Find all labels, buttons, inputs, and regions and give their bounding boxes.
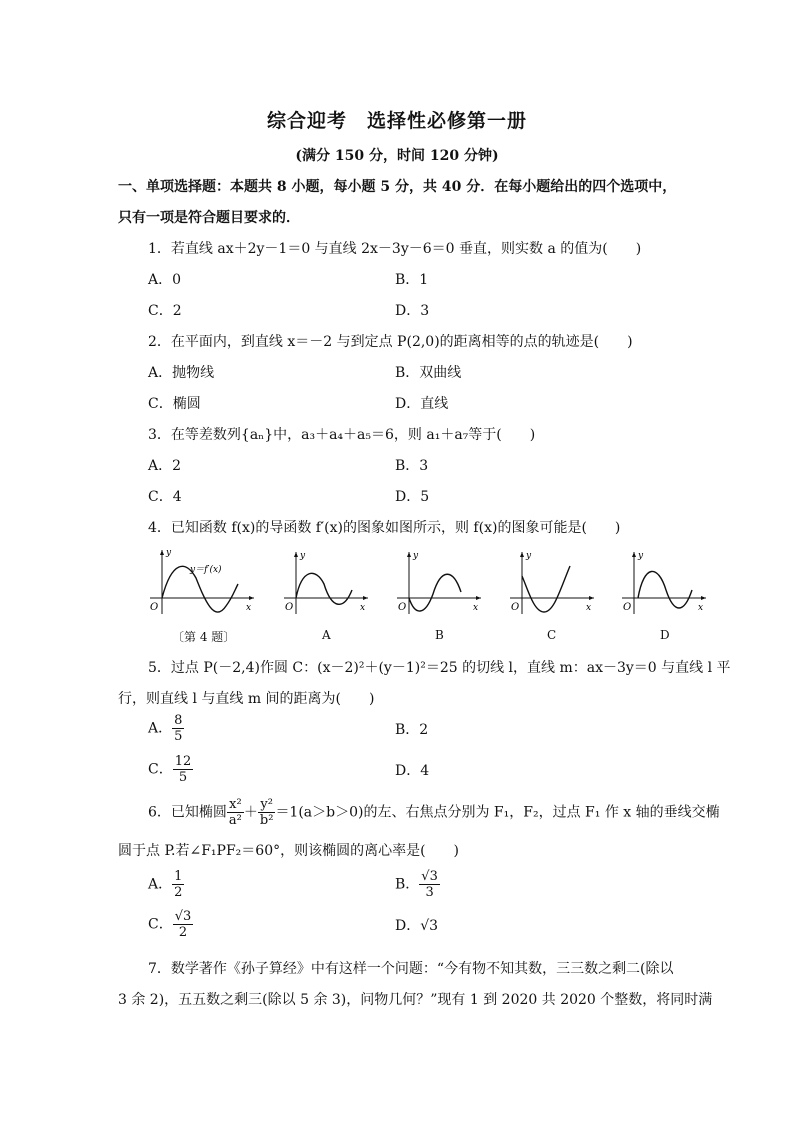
question-3-option-c: C．4 bbox=[148, 489, 182, 505]
option-c-label: C． bbox=[148, 916, 173, 933]
figure-a-origin: O bbox=[285, 602, 294, 613]
section-heading-line2: 只有一项是符合题目要求的． bbox=[118, 210, 300, 226]
q6-suffix: ＝1(a＞b＞0)的左、右焦点分别为 F₁，F₂，过点 F₁ 作 x 轴的垂线交椭 bbox=[275, 804, 720, 821]
figure-b-origin: O bbox=[398, 602, 407, 613]
numerator: 12 bbox=[174, 754, 192, 769]
question-1-option-c: C．2 bbox=[148, 303, 182, 319]
question-5-option-d: D．4 bbox=[395, 763, 430, 779]
section-heading-line1: 一、单项选择题：本题共 8 小题，每小题 5 分，共 40 分．在每小题给出的四个选项中， bbox=[118, 179, 677, 195]
question-5-option-a bbox=[148, 713, 184, 744]
question-4-text: 4．已知函数 f(x)的导函数 f′(x)的图象如图所示，则 f(x)的图象可能是( ) bbox=[148, 520, 621, 536]
denominator: 3 bbox=[425, 885, 434, 900]
page-subtitle: (满分 150 分，时间 120 分钟) bbox=[295, 148, 499, 164]
figure-a-y-label: y bbox=[300, 551, 306, 561]
question-5-line2: 行，则直线 l 与直线 m 间的距离为( ) bbox=[118, 691, 375, 707]
question-6-line2: 圆于点 P.若∠F₁PF₂＝60°，则该椭圆的离心率是( ) bbox=[118, 843, 460, 859]
figure-d-y-label: y bbox=[638, 551, 644, 561]
denominator: 2 bbox=[178, 925, 188, 940]
question-6-option-d: D．√3 bbox=[395, 918, 439, 934]
option-a-label: A． bbox=[148, 720, 173, 737]
question-2-option-c: C．椭圆 bbox=[148, 396, 201, 412]
figure-main-curve-label: y＝f′(x) bbox=[190, 565, 222, 575]
question-2-option-b: B．双曲线 bbox=[395, 365, 462, 381]
question-4-figure-b bbox=[395, 550, 485, 618]
numerator: 8 bbox=[174, 713, 183, 728]
numerator: x² bbox=[227, 797, 244, 813]
figure-c-x-label: x bbox=[586, 603, 592, 613]
plus-sign: ＋ bbox=[243, 804, 258, 821]
question-1-text: 1．若直线 ax＋2y－1＝0 与直线 2x－3y－6＝0 垂直，则实数 a 的值为( ) bbox=[148, 241, 642, 257]
question-1-option-d: D．3 bbox=[395, 303, 430, 319]
denominator: 5 bbox=[178, 770, 188, 785]
page-title: 综合迎考 选择性必修第一册 bbox=[266, 110, 527, 132]
question-5-option-c bbox=[148, 754, 193, 785]
denominator: 2 bbox=[174, 885, 183, 900]
numerator: √3 bbox=[421, 869, 438, 884]
question-6-option-c bbox=[148, 909, 193, 940]
question-6-line1 bbox=[148, 797, 720, 828]
figure-b-y-label: y bbox=[413, 551, 419, 561]
question-5-line1: 5．过点 P(－2,4)作圆 C：(x－2)²＋(y－1)²＝25 的切线 l，直线 m：ax－3y＝0 与直线 l 平 bbox=[148, 660, 731, 676]
denominator: 5 bbox=[174, 729, 183, 744]
figure-a-x-label: x bbox=[360, 603, 366, 613]
question-2-option-a: A．抛物线 bbox=[148, 365, 215, 381]
question-6-option-b bbox=[395, 869, 440, 900]
q6-prefix: 6．已知椭圆 bbox=[148, 804, 227, 821]
numerator: √3 bbox=[174, 909, 192, 924]
numerator: 1 bbox=[174, 869, 183, 884]
option-a-label: A． bbox=[148, 876, 173, 893]
fraction bbox=[172, 869, 184, 900]
fraction-y2-b2 bbox=[258, 797, 276, 828]
question-7-line2: 3 余 2)，五五数之剩三(除以 5 余 3)，问物几何？”现有 1 到 2020 共 2020 个整数，将同时满 bbox=[118, 992, 713, 1008]
question-3-text: 3．在等差数列{aₙ}中，a₃＋a₄＋a₅＝6，则 a₁＋a₇等于( ) bbox=[148, 427, 536, 443]
question-4-figure-a bbox=[282, 550, 372, 618]
fraction bbox=[173, 754, 194, 785]
question-3-option-b: B．3 bbox=[395, 458, 429, 474]
figure-d-origin: O bbox=[623, 602, 632, 613]
question-4-figure-d bbox=[620, 550, 710, 618]
denominator: a² bbox=[228, 813, 242, 828]
question-1-option-b: B．1 bbox=[395, 272, 429, 288]
question-7-line1: 7．数学著作《孙子算经》中有这样一个问题：“今有物不知其数，三三数之剩二(除以 bbox=[148, 961, 674, 977]
figure-caption-a: A bbox=[322, 628, 331, 642]
question-5-option-b: B．2 bbox=[395, 722, 429, 738]
figure-main-origin: O bbox=[150, 602, 159, 613]
question-1-option-a: A．0 bbox=[148, 272, 182, 288]
question-3-option-d: D．5 bbox=[395, 489, 430, 505]
fraction-x2-a2 bbox=[227, 797, 244, 828]
question-3-option-a: A．2 bbox=[148, 458, 182, 474]
question-6-option-a bbox=[148, 869, 184, 900]
fraction bbox=[172, 713, 184, 744]
denominator: b² bbox=[259, 813, 274, 828]
figure-main-x-label: x bbox=[246, 603, 252, 613]
option-b-label: B． bbox=[395, 876, 420, 893]
question-4-figure-main bbox=[146, 546, 258, 616]
numerator: y² bbox=[258, 797, 276, 813]
question-4-figure-c bbox=[508, 550, 598, 618]
fraction bbox=[419, 869, 440, 900]
figure-caption-b: B bbox=[435, 628, 444, 642]
figure-main-y-label: y bbox=[166, 548, 172, 558]
figure-caption-c: C bbox=[547, 628, 557, 642]
figure-b-x-label: x bbox=[473, 603, 479, 613]
question-2-text: 2．在平面内，到直线 x＝－2 与到定点 P(2,0)的距离相等的点的轨迹是( ) bbox=[148, 334, 633, 350]
figure-d-x-label: x bbox=[698, 603, 704, 613]
fraction bbox=[173, 909, 194, 940]
figure-caption-d: D bbox=[660, 628, 670, 642]
question-2-option-d: D．直线 bbox=[395, 396, 449, 412]
option-c-label: C． bbox=[148, 761, 173, 778]
figure-c-origin: O bbox=[511, 602, 520, 613]
figure-c-y-label: y bbox=[526, 551, 532, 561]
figure-caption-main: 〔第 4 题〕 bbox=[172, 630, 236, 644]
